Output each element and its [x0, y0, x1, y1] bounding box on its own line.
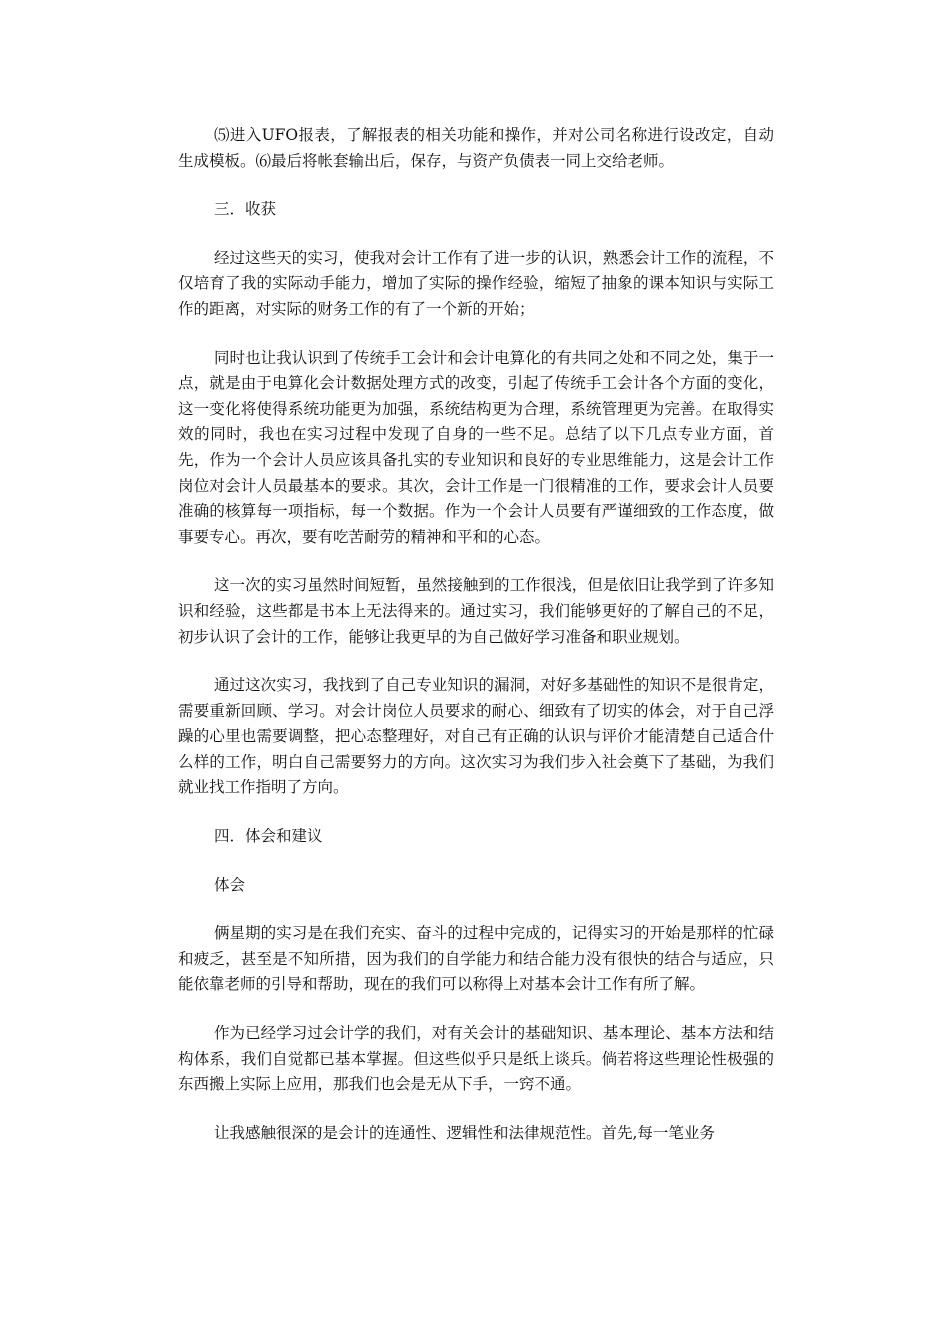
- paragraph-gains-4: 通过这次实习，我找到了自己专业知识的漏洞，对好多基础性的知识不是很肯定，需要重新回顾、学习。对会计岗位人员要求的耐心、细致有了切实的体会，对于自己浮躁的心里也需要调整，把心态整理好，对自己有正确的认识与评价才能清楚自己适合什么样的工作，明白自己需要努力的方向。这次实习为我们步入社会奠下了基础，为我们就业找工作指明了方向。: [178, 676, 774, 797]
- paragraph-experience-3: 让我感触很深的是会计的连通性、逻辑性和法律规范性。首先,每一笔业务: [214, 1123, 715, 1142]
- paragraph-gains-1: 经过这些天的实习，使我对会计工作有了进一步的认识，熟悉会计工作的流程，不仅培育了我的实际动手能力，增加了实际的操作经验，缩短了抽象的课本知识与实际工作的距离，对实际的财务工作的有了一个新的开始；: [178, 248, 774, 318]
- paragraph-gains-2: 同时也让我认识到了传统手工会计和会计电算化的有共同之处和不同之处，集于一点，就是由于电算化会计数据处理方式的改变，引起了传统手工会计各个方面的变化，这一变化将使得系统功能更为加强，系统结构更为合理，系统管理更为完善。在取得实效的同时，我也在实习过程中发现了自身的一些不足。总结了以下几点专业方面，首先，作为一个会计人员应该具备扎实的专业知识和良好的专业思维能力，这是会计工作岗位对会计人员最基本的要求。其次，会计工作是一门很精准的工作，要求会计人员要准确的核算每一项指标，每一个数据。作为一个会计人员要有严谨细致的工作态度，做事要专心。再次，要有吃苦耐劳的精神和平和的心态。: [178, 348, 774, 546]
- paragraph-gains-3: 这一次的实习虽然时间短暂，虽然接触到的工作很浅，但是依旧让我学到了许多知识和经验，这些都是书本上无法得来的。通过实习，我们能够更好的了解自己的不足，初步认识了会计的工作，能够让我更早的为自己做好学习准备和职业规划。: [178, 576, 774, 646]
- section-heading-experience-suggestions: 四．体会和建议: [214, 827, 323, 846]
- paragraph-ufo-report: ⑸进入UFO报表，了解报表的相关功能和操作，并对公司名称进行设改定，自动生成模板。⑹最后将帐套输出后，保存，与资产负债表一同上交给老师。: [178, 126, 774, 170]
- document-body: [178, 123, 774, 1169]
- subheading-experience: 体会: [214, 875, 246, 894]
- paragraph-experience-2: 作为已经学习过会计学的我们，对有关会计的基础知识、基本理论、基本方法和结构体系，我们自觉都已基本掌握。但这些似乎只是纸上谈兵。倘若将这些理论性极强的东西搬上实际上应用，那我们也会是无从下手，一窍不通。: [178, 1024, 774, 1094]
- paragraph-experience-1: 俩星期的实习是在我们充实、奋斗的过程中完成的，记得实习的开始是那样的忙碌和疲乏，甚至是不知所措，因为我们的自学能力和结合能力没有很快的结合与适应，只能依靠老师的引导和帮助，现在的我们可以称得上对基本会计工作有所了解。: [178, 924, 774, 994]
- section-heading-gains: 三．收获: [214, 200, 277, 219]
